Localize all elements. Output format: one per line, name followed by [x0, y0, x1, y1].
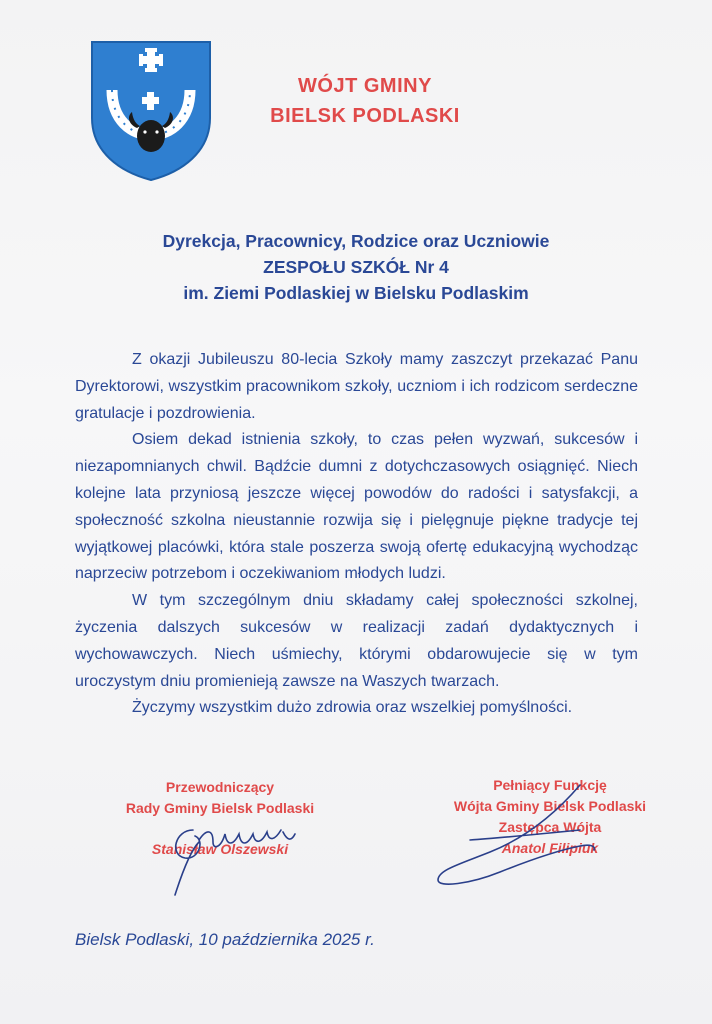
sig-right-role2: Wójta Gminy Bielsk Podlaski	[453, 798, 647, 814]
addressee-line1: Dyrekcja, Pracownicy, Rodzice oraz Uczniowie	[162, 231, 550, 251]
handwritten-signature-left	[155, 800, 315, 900]
handwritten-signature-right	[430, 780, 630, 890]
sig-right-role1: Pełniący Funkcję	[493, 777, 607, 793]
body-paragraph: Z okazji Jubileuszu 80-lecia Szkoły mamy zaszczyt przekazać Panu Dyrektorowi, wszystkim pracownikom szkoły, uczniom i ich rodzicom serdeczne gratulacje i pozdrowienia.	[75, 351, 638, 422]
office-title-line1: WÓJT GMINY	[298, 75, 432, 97]
body-paragraph: W tym szczególnym dniu składamy całej społeczności szkolnej, życzenia dalszych sukcesów w realizacji zadań dydaktycznych i wychowawczych. Niech uśmiechy, którymi obdarowujecie się w tym uroczystym dniu promienieją zawsze na Waszych twarzach.	[75, 592, 638, 690]
sig-right-role3: Zastępca Wójta	[498, 819, 602, 835]
place-and-date: Bielsk Podlaski, 10 października 2025 r.	[75, 930, 375, 949]
sig-right-name: Anatol Filipiuk	[501, 840, 599, 856]
office-title-line2: BIELSK PODLASKI	[270, 105, 460, 127]
addressee-line2: ZESPOŁU SZKÓŁ Nr 4	[263, 257, 449, 277]
body-paragraph: Życzymy wszystkim dużo zdrowia oraz wszelkiej pomyślności.	[132, 699, 573, 717]
coat-of-arms-icon	[90, 40, 212, 182]
addressee-line3: im. Ziemi Podlaskiej w Bielsku Podlaskim	[183, 283, 529, 303]
letter-body	[75, 347, 638, 722]
addressee	[0, 228, 712, 306]
body-paragraph: Osiem dekad istnienia szkoły, to czas pełen wyzwań, sukcesów i niezapomnianych chwil. Bądźcie dumni z dotychczasowych osiągnięć. Niech kolejne lata przyniosą jeszcze więcej powodów do radości i satysfakcji, a społeczność szkolna nieustannie rozwija się i pielęgnuje piękne tradycje tej wyjątkowej placówki, która stale poszerza swoją ofertę edukacyjną wychodząc naprzeciw potrzebom i oczekiwaniom młodych ludzi.	[75, 431, 638, 583]
sig-left-role2: Rady Gminy Bielsk Podlaski	[125, 800, 315, 816]
sig-left-name: Stanisław Olszewski	[151, 841, 289, 857]
sig-left-role1: Przewodniczący	[165, 779, 275, 795]
office-title	[225, 71, 505, 131]
